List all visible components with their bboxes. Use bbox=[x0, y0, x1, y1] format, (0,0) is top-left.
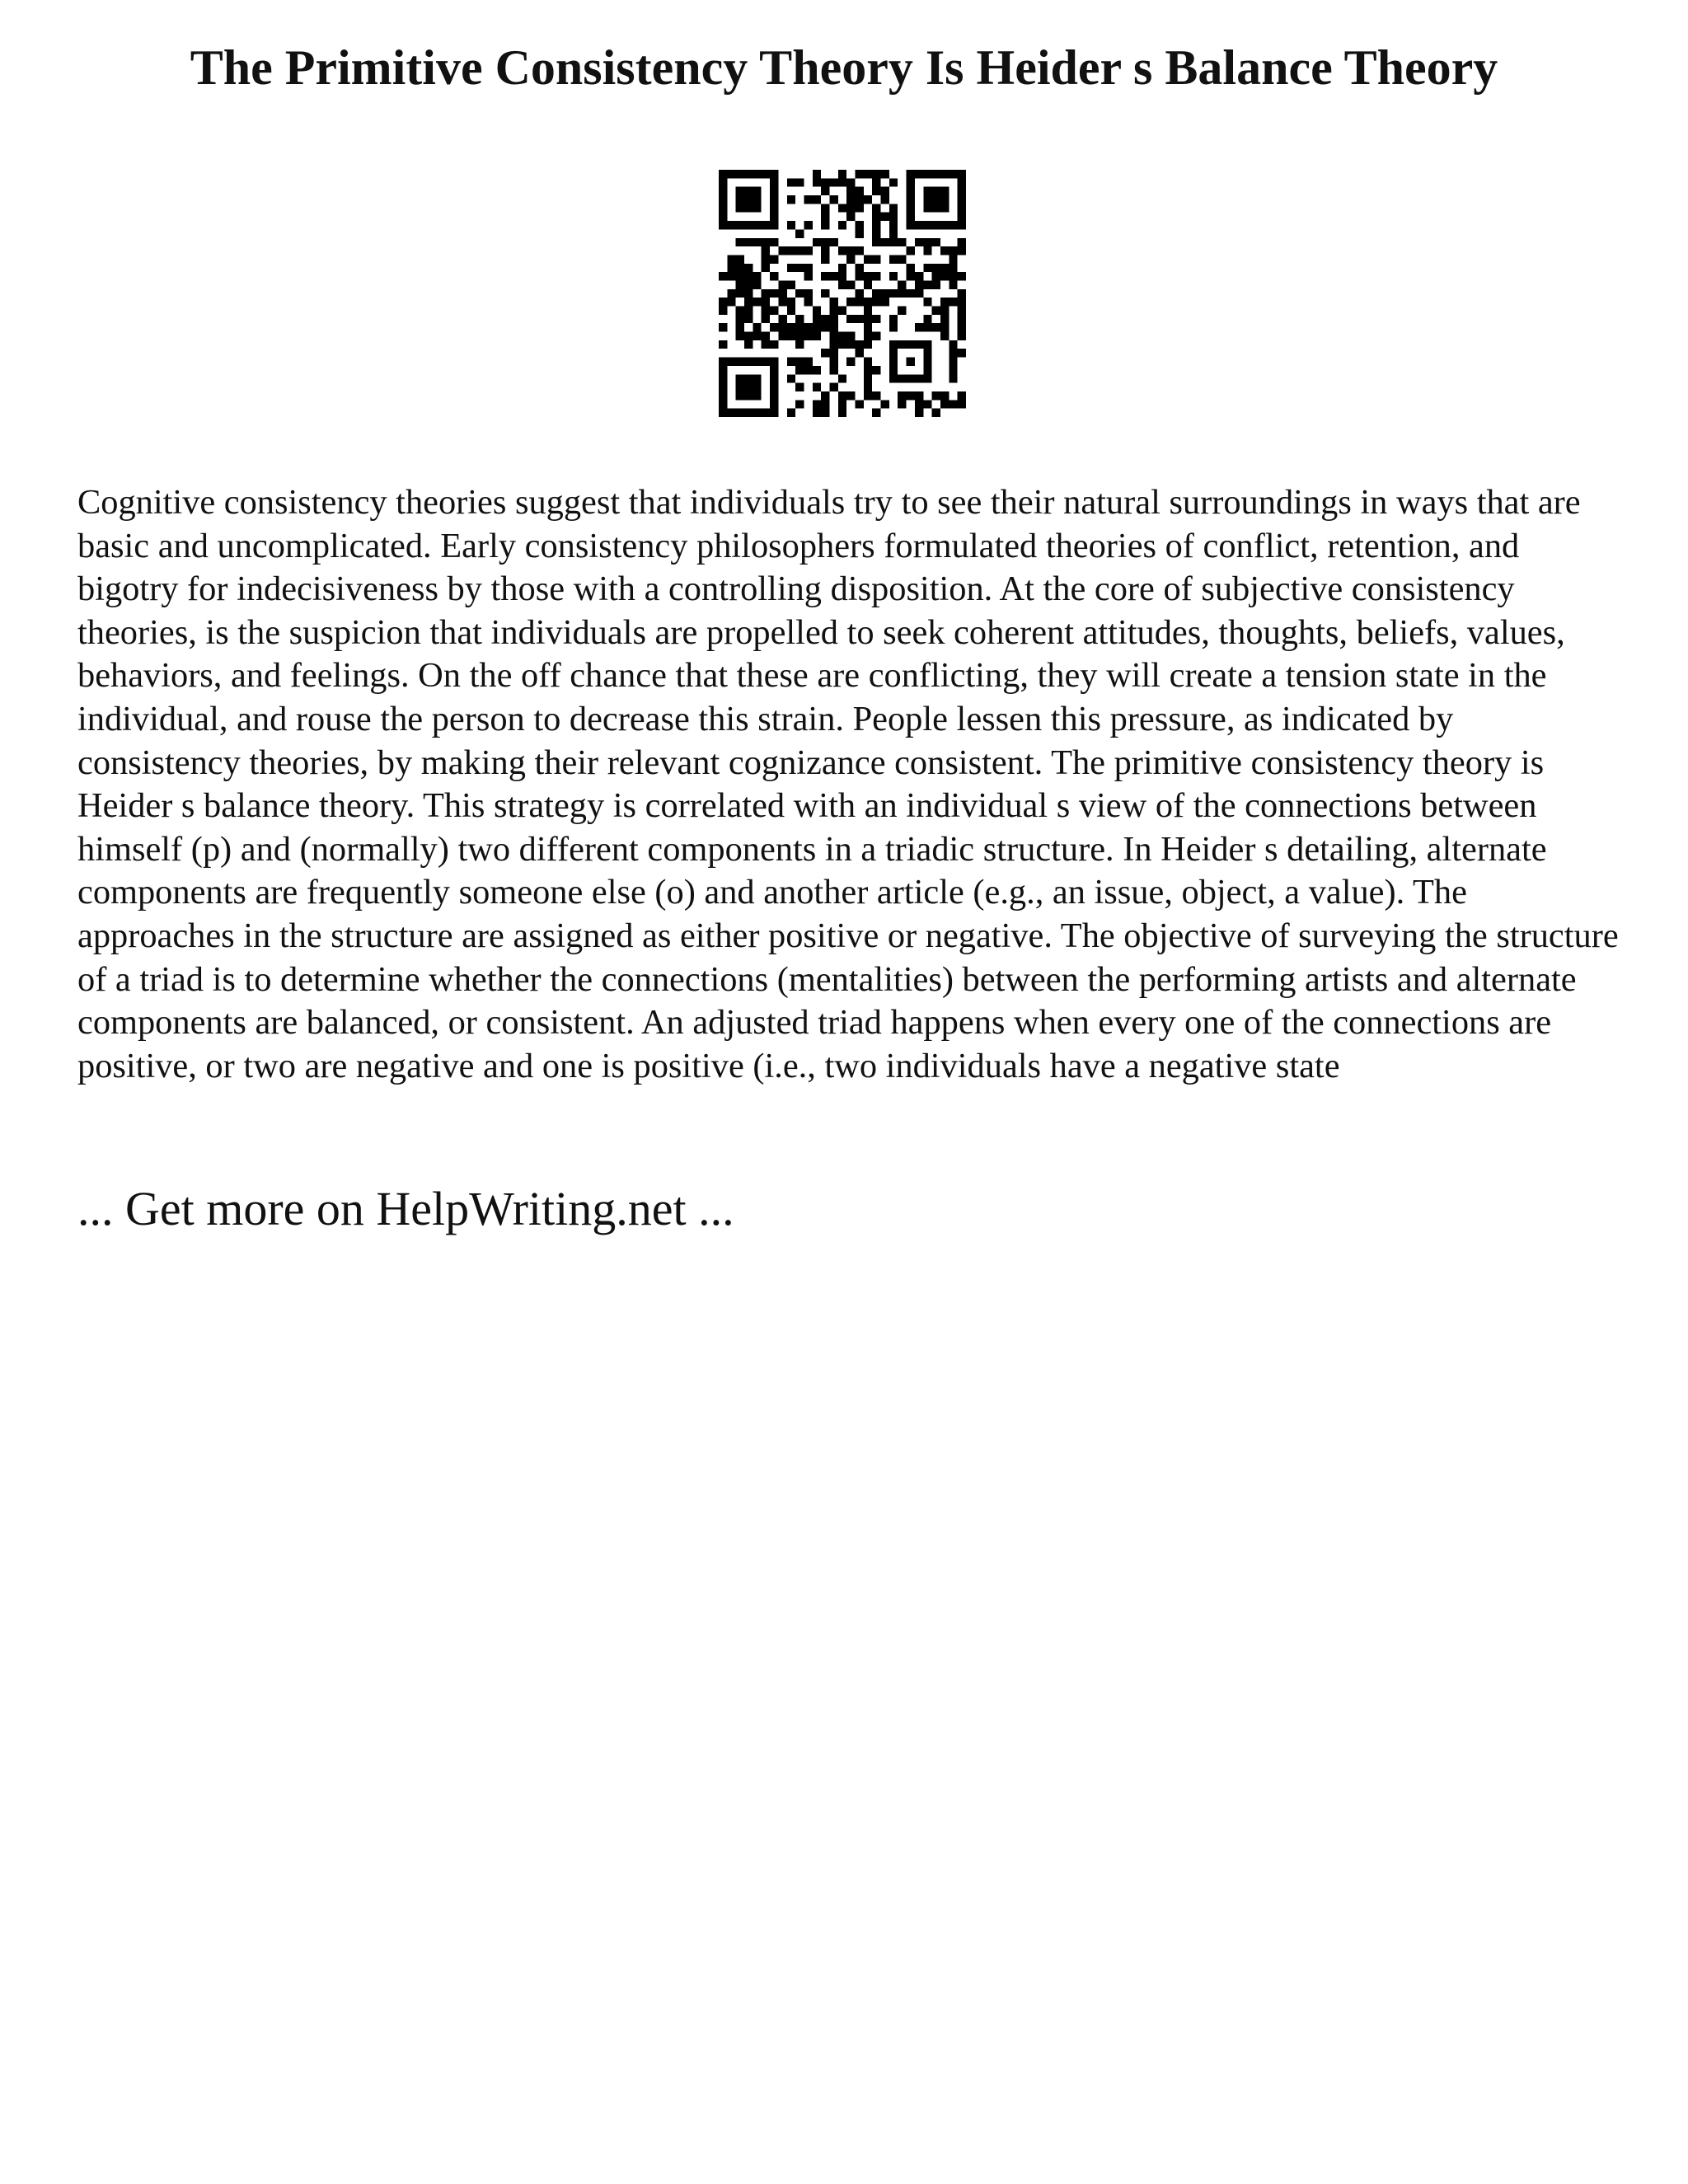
document-title: The Primitive Consistency Theory Is Heider s Balance Theory bbox=[190, 40, 1498, 95]
body-paragraph: Cognitive consistency theories suggest that individuals try to see their natural surroundings in ways that are basic and uncomplicated. Early consistency philosophers formulated theories of conflict, retention, and bigotry for indecisiveness by those with a controlling disposition. At the core of subjective consistency theories, is the suspicion that individuals are propelled to seek coherent attitudes, thoughts, beliefs, values, behaviors, and feelings. On the off chance that these are conflicting, they will create a tension state in the individual, and rouse the person to decrease this strain. People lessen this pressure, as indicated by consistency theories, by making their relevant cognizance consistent. The primitive consistency theory is Heider s balance theory. This strategy is correlated with an individual s view of the connections between himself (p) and (normally) two different components in a triadic structure. In Heider s detailing, alternate components are frequently someone else (o) and another article (e.g., an issue, object, a value). The approaches in the structure are assigned as either positive or negative. The objective of surveying the structure of a triad is to determine whether the connections (mentalities) between the performing artists and alternate components are balanced, or consistent. An adjusted triad happens when every one of the connections are positive, or two are negative and one is positive (i.e., two individuals have a negative state bbox=[77, 483, 1619, 1085]
qr-code-icon bbox=[719, 170, 966, 417]
get-more-link[interactable]: ... Get more on HelpWriting.net ... bbox=[77, 1182, 734, 1235]
